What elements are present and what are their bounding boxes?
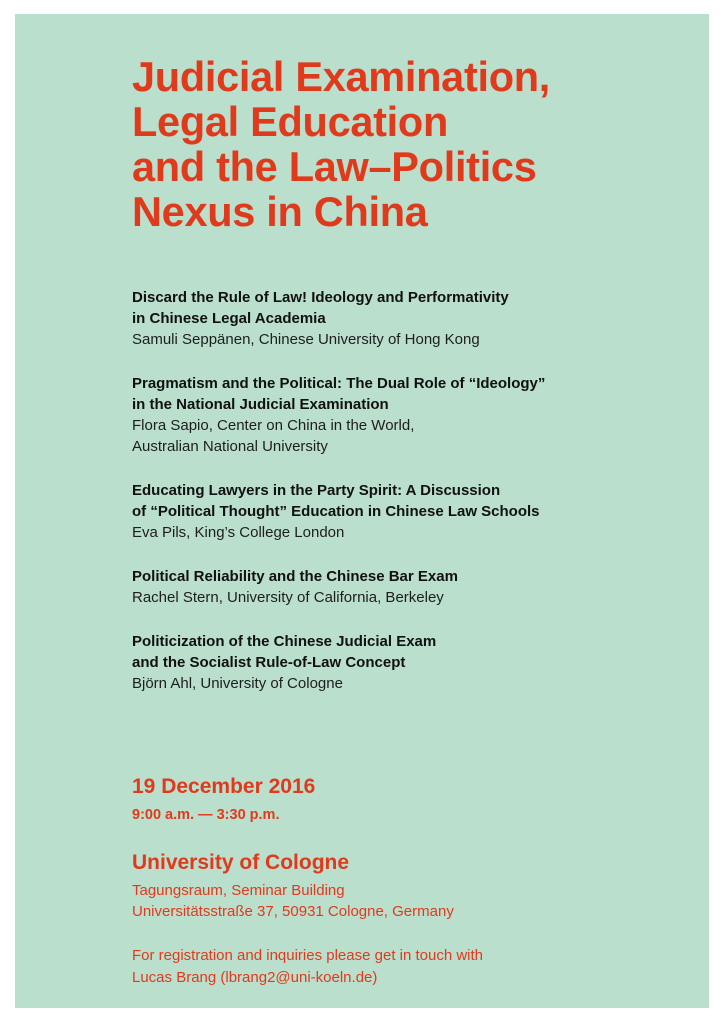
- title-line: Judicial Examination,: [132, 53, 551, 100]
- talk-title: [132, 287, 692, 329]
- event-address: Universitätsstraße 37, 50931 Cologne, Germany: [132, 903, 454, 920]
- poster: [15, 14, 709, 1008]
- talk-title: [132, 566, 692, 587]
- talk-title-line: Politicization of the Chinese Judicial Exam: [132, 633, 437, 650]
- talk-title-line: of “Political Thought” Education in Chinese Law Schools: [132, 503, 540, 520]
- event-date: 19 December 2016: [132, 775, 316, 798]
- title-line: and the Law–Politics: [132, 143, 537, 190]
- talk-item: [132, 566, 692, 608]
- event-time: 9:00 a.m. — 3:30 p.m.: [132, 807, 280, 823]
- talk-title-line: Educating Lawyers in the Party Spirit: A Discussion: [132, 482, 501, 499]
- talk-title-line: Political Reliability and the Chinese Bar Exam: [132, 568, 458, 585]
- talk-speaker: [132, 673, 692, 694]
- talk-title-line: Pragmatism and the Political: The Dual Role of “Ideology”: [132, 375, 546, 392]
- talk-speaker: [132, 587, 692, 608]
- talk-title: [132, 480, 692, 522]
- event-venue: University of Cologne: [132, 851, 350, 874]
- contact-info: [132, 945, 483, 989]
- talk-speaker-line: Rachel Stern, University of California, Berkeley: [132, 589, 444, 606]
- contact-email-line: Lucas Brang (lbrang2@uni-koeln.de): [132, 969, 378, 986]
- talk-speaker: [132, 329, 692, 350]
- talk-speaker: [132, 415, 692, 457]
- talk-list: [132, 287, 692, 717]
- talk-title: [132, 373, 692, 415]
- talk-speaker-line: Eva Pils, King’s College London: [132, 524, 345, 541]
- poster-title: [132, 54, 550, 234]
- talk-item: [132, 287, 692, 350]
- talk-speaker: [132, 522, 692, 543]
- talk-speaker-line: Australian National University: [132, 438, 328, 455]
- talk-title-line: in Chinese Legal Academia: [132, 310, 326, 327]
- talk-title-line: and the Socialist Rule-of-Law Concept: [132, 654, 406, 671]
- title-line: Nexus in China: [132, 188, 428, 235]
- talk-item: [132, 631, 692, 694]
- talk-item: [132, 373, 692, 457]
- talk-title: [132, 631, 692, 673]
- talk-item: [132, 480, 692, 543]
- title-line: Legal Education: [132, 98, 449, 145]
- talk-speaker-line: Samuli Seppänen, Chinese University of Hong Kong: [132, 331, 480, 348]
- talk-title-line: Discard the Rule of Law! Ideology and Performativity: [132, 289, 509, 306]
- talk-speaker-line: Flora Sapio, Center on China in the World,: [132, 417, 415, 434]
- contact-line: For registration and inquiries please get in touch with: [132, 947, 484, 964]
- event-room: Tagungsraum, Seminar Building: [132, 882, 345, 899]
- talk-title-line: in the National Judicial Examination: [132, 396, 389, 413]
- talk-speaker-line: Björn Ahl, University of Cologne: [132, 675, 343, 692]
